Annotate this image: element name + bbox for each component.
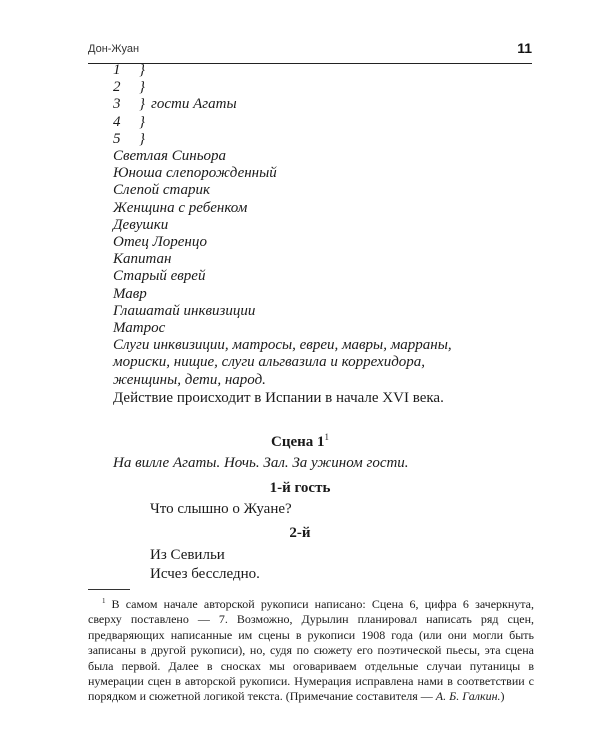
footnote-text: В самом начале авторской рукописи написано: Сцена 6, цифра 6 зачеркнута, сверху поставлено — 7. Возможно, Дурылин планировал написать ряд сцен, предваряющих написанные им сцены в рукописи 1908 года (или они могли быть записаны в другой рукописи), но, судя по сюжету его поэтической пьесы, эта сцена была первой. Далее в сносках мы оговариваем отдельные случаи путаницы в нумерации сцен в авторской рукописи. Нумерация исправлена нами в соответствии с порядком и сюжетной логикой текста. (Примечание составителя —: [88, 597, 534, 704]
brace-glyph: }: [139, 113, 145, 130]
guest-label: гости Агаты: [151, 96, 237, 113]
running-head: [88, 40, 532, 64]
character-name: Светлая Синьора: [113, 148, 227, 165]
cast-guest-line: [113, 62, 533, 79]
brace-glyph: }: [139, 96, 145, 113]
character-name: Отец Лоренцо: [113, 234, 208, 251]
stage-direction: На вилле Агаты. Ночь. Зал. За ужином гости.: [113, 455, 409, 471]
speech-block: [150, 546, 260, 584]
cast-guest-line: [113, 114, 533, 131]
footnote-author: А. Б. Галкин.: [435, 689, 501, 704]
cast-guest-line: [113, 96, 533, 113]
setting-line: Действие происходит в Испании в начале XVI века.: [113, 389, 444, 406]
character-name: Юноша слепорожденный: [113, 165, 277, 182]
speech-block: [150, 500, 292, 519]
footnote-closing: ): [500, 689, 505, 704]
speaker-name: 1-й гость: [269, 480, 331, 496]
guest-number: 1: [113, 62, 121, 78]
page-number: 11: [517, 40, 532, 56]
scene-title-text: Сцена 1: [270, 434, 325, 450]
guest-number: 5: [113, 130, 121, 147]
speaker-name: 2-й: [289, 525, 311, 541]
speech-line: Исчез бесследно.: [150, 566, 260, 582]
brace-glyph: }: [139, 79, 145, 96]
character-name: Старый еврей: [113, 268, 206, 285]
cast-list: [113, 62, 533, 407]
character-name: мориски, нищие, слуги альгвазила и коррехидора,: [113, 354, 426, 371]
guest-number: 2: [113, 79, 121, 96]
brace-glyph: }: [139, 130, 145, 147]
character-name: Слуги инквизиции, матросы, евреи, мавры, марраны,: [113, 337, 452, 354]
brace-glyph: }: [139, 62, 145, 78]
speech-line: Из Севильи: [150, 547, 225, 563]
character-name: женщины, дети, народ.: [113, 371, 266, 388]
character-name: Глашатай инквизиции: [113, 302, 256, 319]
character-name: Девушки: [113, 216, 169, 233]
footnote-divider: [88, 589, 130, 590]
cast-guest-line: [113, 131, 533, 148]
guest-number: 3: [113, 96, 121, 113]
character-name: Женщина с ребенком: [113, 199, 248, 216]
character-name: Слепой старик: [113, 182, 211, 199]
speech-line: Что слышно о Жуане?: [150, 501, 292, 517]
character-name: Матрос: [113, 320, 166, 337]
footnote: [88, 594, 534, 705]
footnote-ref[interactable]: 1: [324, 432, 330, 442]
guest-number: 4: [113, 113, 121, 130]
character-name: Капитан: [113, 251, 172, 268]
running-title: Дон-Жуан: [88, 43, 140, 55]
character-name: Мавр: [113, 285, 147, 302]
scene-title: [0, 432, 600, 451]
footnote-mark: 1: [102, 597, 106, 605]
cast-guest-line: [113, 79, 533, 96]
